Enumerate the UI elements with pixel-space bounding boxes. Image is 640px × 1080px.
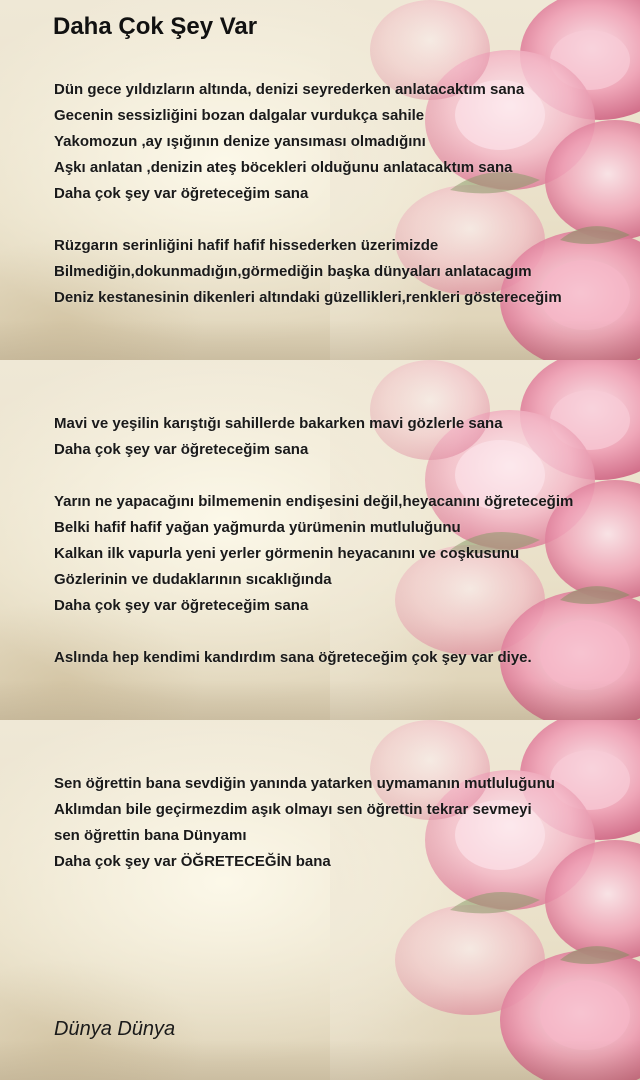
poem-line: Aslında hep kendimi kandırdım sana öğreteceğim çok şey var diye. xyxy=(54,649,532,666)
poem-line: Yarın ne yapacağını bilmemenin endişesini değil,heyacanını öğreteceğim xyxy=(54,493,574,510)
poem-line: Aşkı anlatan ,denizin ateş böcekleri olduğunu anlatacaktım sana xyxy=(54,159,513,176)
poem-line: Belki hafif hafif yağan yağmurda yürümenin mutluluğunu xyxy=(54,519,461,536)
poem-line: Deniz kestanesinin dikenleri altındaki güzellikleri,renkleri göstereceğim xyxy=(54,289,562,306)
poem-panel-1 xyxy=(0,0,640,360)
stanza-4 xyxy=(54,489,573,619)
poem-line: Gecenin sessizliğini bozan dalgalar vurdukça sahile xyxy=(54,107,425,124)
poem-line: Aklımdan bile geçirmezdim aşık olmayı sen öğrettin tekrar sevmeyi xyxy=(54,801,532,818)
poem-line: Kalkan ilk vapurla yeni yerler görmenin heyacanını ve coşkusunu xyxy=(54,545,520,562)
stanza-2 xyxy=(54,233,562,311)
poem-line: sen öğrettin bana Dünyamı xyxy=(54,827,247,844)
poem-panel-2 xyxy=(0,360,640,720)
stanza-3 xyxy=(54,411,503,463)
poem-title: Daha Çok Şey Var xyxy=(53,13,258,40)
poem-author: Dünya Dünya xyxy=(54,1018,176,1040)
poem-line: Yakomozun ,ay ışığının denize yansıması olmadığını xyxy=(54,133,426,150)
stanza-6 xyxy=(54,771,555,875)
poem-line: Rüzgarın serinliğini hafif hafif hissederken üzerimizde xyxy=(54,237,439,254)
poem-line: Gözlerinin ve dudaklarının sıcaklığında xyxy=(54,571,332,588)
poem-line: Bilmediğin,dokunmadığın,görmediğin başka dünyaları anlatacagım xyxy=(54,263,532,280)
poem-line: Daha çok şey var öğreteceğim sana xyxy=(54,185,309,202)
poem-line: Dün gece yıldızların altında, denizi seyrederken anlatacaktım sana xyxy=(54,81,525,98)
poem-line: Daha çok şey var öğreteceğim sana xyxy=(54,441,309,458)
poem-line: Sen öğrettin bana sevdiğin yanında yatarken uymamanın mutluluğunu xyxy=(54,775,555,792)
poem-line: Mavi ve yeşilin karıştığı sahillerde bakarken mavi gözlerle sana xyxy=(54,415,503,432)
stanza-5 xyxy=(54,645,532,671)
poem-line: Daha çok şey var ÖĞRETECEĞİN bana xyxy=(54,853,331,870)
poem-panel-3 xyxy=(0,720,640,1080)
stanza-1 xyxy=(54,77,524,207)
poem-line: Daha çok şey var öğreteceğim sana xyxy=(54,597,309,614)
